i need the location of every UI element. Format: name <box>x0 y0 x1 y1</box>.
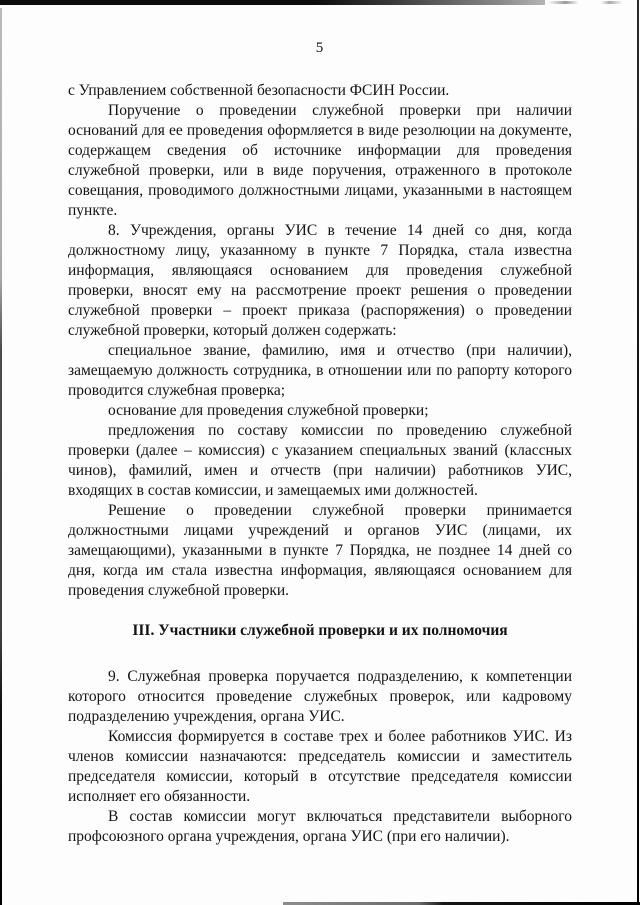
paragraph: В состав комиссии могут включаться представители выборного профсоюзного органа учреждения, органа УИС (при его наличии). <box>68 808 572 845</box>
scan-edge-right <box>637 0 639 905</box>
paragraph: основание для проведения служебной проверки; <box>108 402 429 419</box>
paragraph: Решение о проведении служебной проверки принимается должностными лицами учреждений и органов УИС (лицами, их замещающими), указанными в пункте 7 Порядка, не позднее 14 дней со дня, когда им стала известна информация, являющаяся основанием для проведения служебной проверки. <box>68 502 572 599</box>
section-heading: III. Участники служебной проверки и их полномочия <box>132 622 508 639</box>
paragraph: предложения по составу комиссии по проведению служебной проверки (далее – комиссия) с указанием специальных званий (классных чинов), фамилий, имен и отчеств (при наличии) работников УИС, входящих в состав комиссии, и замещаемых ими должностей. <box>68 422 572 499</box>
paragraph: с Управлением собственной безопасности ФСИН России. <box>68 82 450 99</box>
scan-edge-left <box>0 8 2 905</box>
page-number: 5 <box>315 40 325 56</box>
document-page <box>68 0 572 847</box>
paragraph: Комиссия формируется в составе трех и более работников УИС. Из членов комиссии назначаются: председатель комиссии и заместитель председателя комиссии, который в отсутствие председателя комиссии исполняет его обязанности. <box>68 728 572 805</box>
paragraph: специальное звание, фамилию, имя и отчество (при наличии), замещаемую должность сотрудника, в отношении или по рапорту которого проводится служебная проверка; <box>68 342 572 399</box>
paragraph: 8. Учреждения, органы УИС в течение 14 дней со дня, когда должностному лицу, указанному в пункте 7 Порядка, стала известна информация, являющаяся основанием для проведения служебной проверки, вносят ему на рассмотрение проект решения о проведении служебной проверки – проект приказа (распоряжения) о проведении служебной проверки, который должен содержать: <box>68 222 572 339</box>
paragraph: 9. Служебная проверка поручается подразделению, к компетенции которого относится проведение служебных проверок, или кадровому подразделению учреждения, органа УИС. <box>68 668 572 725</box>
document-body <box>68 81 572 847</box>
paragraph: Поручение о проведении служебной проверки при наличии оснований для ее проведения оформляется в виде резолюции на документе, содержащем сведения об источнике информации для проведения служебной проверки, или в виде поручения, отраженного в протоколе совещания, проводимого должностными лицами, указанными в настоящем пункте. <box>68 102 572 219</box>
